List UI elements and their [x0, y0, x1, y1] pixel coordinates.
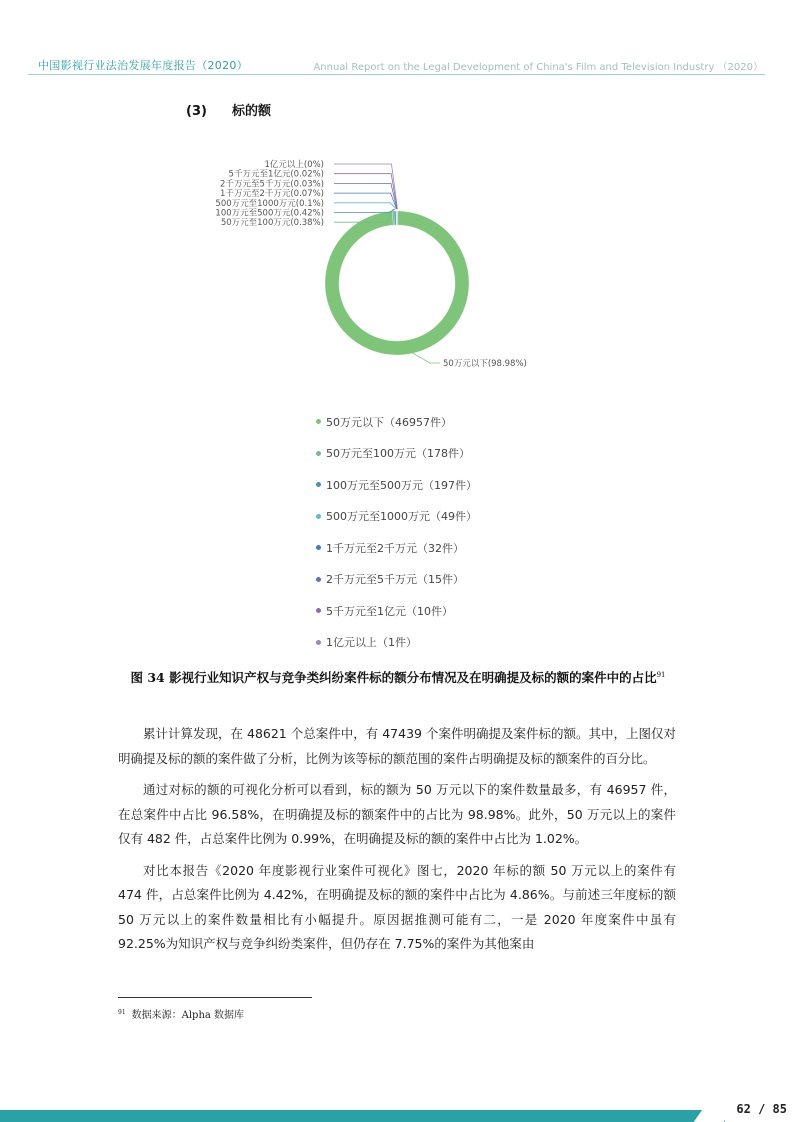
slice-label-leader [334, 203, 396, 209]
body-text [118, 722, 676, 964]
legend-label: 50万元至100万元（178件） [326, 447, 470, 461]
section-title: 标的额 [232, 104, 272, 119]
legend-swatch [316, 482, 321, 487]
legend-label: 100万元至500万元（197件） [326, 478, 477, 492]
legend-swatch [316, 419, 321, 424]
slice-label: 50万元以下(98.98%) [443, 359, 527, 369]
legend-label: 1亿元以上（1件） [326, 636, 417, 650]
slice-label: 500万元至1000万元(0.1%) [215, 198, 324, 209]
legend-label: 1千万元至2千万元（32件） [326, 541, 464, 555]
paragraph: 对比本报告《2020 年度影视行业案件可视化》图七，2020 年标的额 50 万元以上的案件有 474 件，占总案件比例为 4.42%，在明确提及标的额的案件中占比为 4.86%。与前述三年度标的额 50 万元以上的案件数量相比有小幅提升。原因据推测可能有二，一是 2020 年度案件中虽有 92.25%为知识产权与竞争纠纷类案件，但仍存在 7.75%的案件为其他案由 [118, 862, 676, 951]
footnote-reference: 91 [656, 671, 666, 679]
legend-item [316, 595, 477, 627]
slice-label-leader [334, 174, 397, 209]
legend-swatch [316, 545, 321, 550]
footnote [118, 1006, 244, 1021]
paragraph: 累计计算发现，在 48621 个总案件中，有 47439 个案件明确提及案件标的额。其中，上图仅对明确提及标的额的案件做了分析，比例为该等标的额范围的案件占明确提及标的额案件的百分比。 [118, 726, 676, 766]
legend-swatch [316, 608, 321, 613]
legend-item [316, 406, 477, 438]
page-number: 62 / 85 [736, 1102, 787, 1116]
slice-label: 1千万元至2千万元(0.07%) [220, 189, 324, 200]
donut-chart [0, 0, 793, 400]
slice-label: 2千万元至5千万元(0.03%) [220, 179, 324, 190]
slice-label-leader [334, 193, 397, 209]
footer-bar-cap [694, 1104, 737, 1122]
footnote-divider [118, 997, 312, 998]
slice-label-leader [334, 164, 397, 209]
slice-label: 100万元至500万元(0.42%) [215, 208, 324, 219]
chart-legend [316, 406, 477, 658]
legend-item [316, 501, 477, 533]
footer-bar [0, 1110, 725, 1122]
legend-swatch [316, 577, 321, 582]
donut-slice [325, 211, 469, 355]
slice-label: 5千万元至1亿元(0.02%) [228, 169, 324, 180]
legend-label: 500万元至1000万元（49件） [326, 510, 477, 524]
legend-item [316, 627, 477, 659]
legend-item [316, 564, 477, 596]
paragraph: 通过对标的额的可视化分析可以看到，标的额为 50 万元以下的案件数量最多，有 46957 件，在总案件中占比 96.58%，在明确提及标的额案件中的占比为 98.98%。此外，50 万元以上的案件仅有 482 件，占总案件比例为 0.99%，在明确提及标的额的案件中占比为 1.02%。 [118, 782, 676, 846]
figure-caption [118, 664, 678, 689]
legend-label: 5千万元至1亿元（10件） [326, 604, 453, 618]
slice-label-leader [334, 183, 397, 209]
legend-label: 2千万元至5千万元（15件） [326, 573, 464, 587]
legend-item [316, 438, 477, 470]
header-report-title-en: Annual Report on the Legal Development of China's Film and Television Industry （2020） [313, 62, 763, 73]
section-number: (3) [186, 104, 207, 119]
slice-label: 1亿元以上(0%) [264, 160, 324, 170]
footnote-text: 数据来源：Alpha 数据库 [131, 1010, 245, 1021]
legend-swatch [316, 451, 321, 456]
legend-swatch [316, 640, 321, 645]
footnote-marker: 91 [118, 1008, 126, 1016]
legend-item [316, 469, 477, 501]
figure-caption-text: 图 34 影视行业知识产权与竞争类纠纷案件标的额分布情况及在明确提及标的额的案件中的占比 [130, 670, 657, 686]
header-report-title-cn: 中国影视行业法治发展年度报告（2020） [38, 59, 248, 72]
legend-item [316, 532, 477, 564]
legend-swatch [316, 514, 321, 519]
legend-label: 50万元以下（46957件） [326, 415, 452, 429]
slice-label: 50万元至100万元(0.38%) [220, 218, 324, 229]
